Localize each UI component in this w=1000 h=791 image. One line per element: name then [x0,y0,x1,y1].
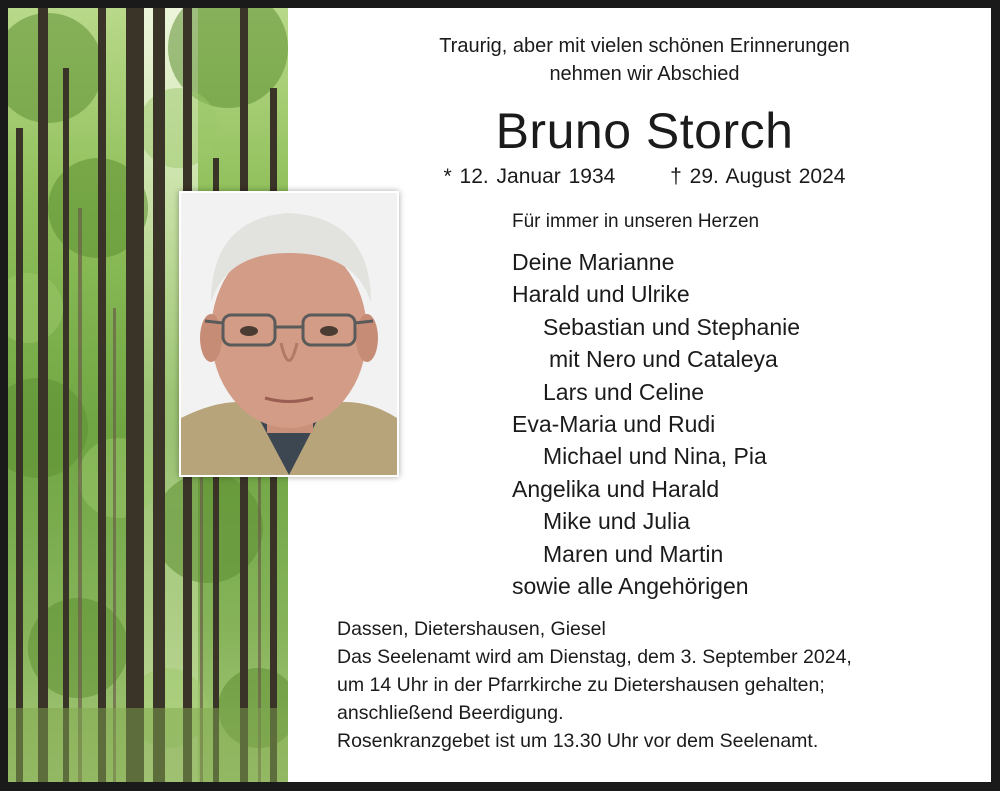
memorial-phrase: Für immer in unseren Herzen [512,211,760,232]
family-member: Lars und Celine [543,378,705,405]
notice-line: anschließend Beerdigung. [337,702,564,724]
family-member: Angelika und Harald [512,475,720,502]
family-member: Eva-Maria und Rudi [512,411,716,438]
intro-line: Traurig, aber mit vielen schönen Erinnerungen [439,35,850,57]
notice-line: um 14 Uhr in der Pfarrkirche zu Dietershausen gehalten; [337,674,825,696]
funeral-notice [337,615,852,755]
intro-text [298,32,991,88]
notice-line: Rosenkranzgebet ist um 13.30 Uhr vor dem Seelenamt. [337,730,819,752]
death-date: † 29. August 2024 [670,165,846,188]
notice-line: Das Seelenamt wird am Dienstag, dem 3. September 2024, [337,646,852,668]
obituary-text [298,8,991,782]
family-member: mit Nero und Cataleya [549,346,778,373]
family-member: Harald und Ulrike [512,281,690,308]
family-member: Deine Marianne [512,249,675,275]
family-member: Michael und Nina, Pia [543,443,767,470]
notice-line: Dassen, Dietershausen, Giesel [337,618,606,640]
intro-line: nehmen wir Abschied [549,63,740,85]
life-dates [298,162,991,192]
birth-date: * 12. Januar 1934 [443,165,616,188]
family-member: Maren und Martin [543,540,724,567]
family-list [512,246,800,602]
family-member: sowie alle Angehörigen [512,573,749,600]
deceased-name: Bruno Storch [495,103,794,159]
family-member: Mike und Julia [543,508,691,535]
family-member: Sebastian und Stephanie [543,313,801,340]
obituary-card [8,8,991,782]
